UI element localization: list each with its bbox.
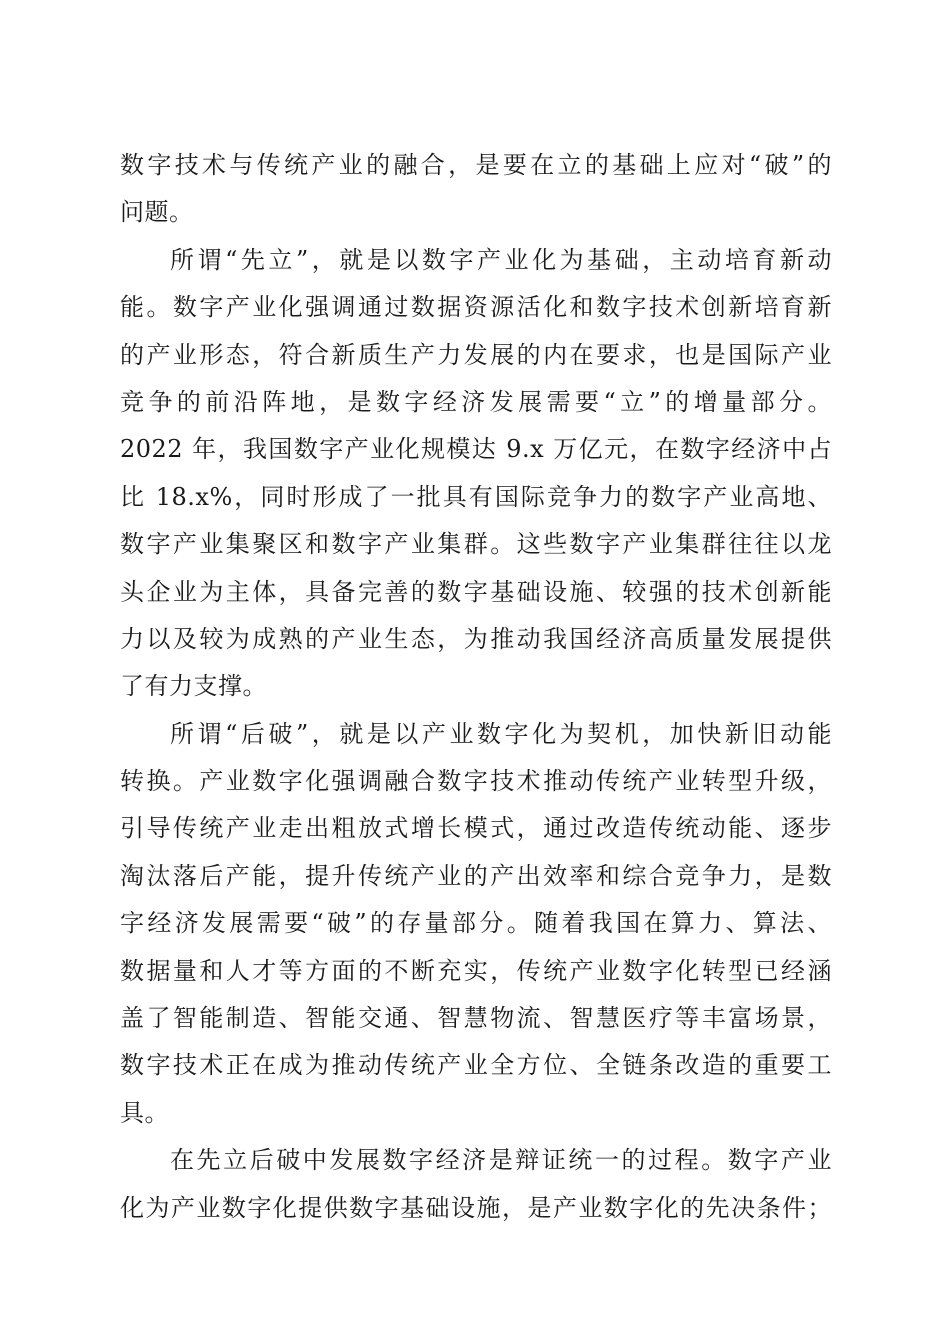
paragraph-3-line-1: 所谓“后破”，就是以产业数字化为契机，加快新旧动能 [170,719,832,748]
paragraph-1-line-1: 数字技术与传统产业的融合，是要在立的基础上应对“破”的 [120,151,832,179]
paragraph-2-line-4: 竞争的前沿阵地，是数字经济发展需要“立”的增量部分。 [120,387,832,416]
paragraph-2-line-7: 数字产业集聚区和数字产业集群。这些数字产业集群往往以龙 [120,530,832,559]
document-body [120,142,832,1232]
paragraph-2-line-2: 能。数字产业化强调通过数据资源活化和数字技术创新培育新 [120,293,832,322]
paragraph-2-line-6: 比 18.x%，同时形成了一批具有国际竞争力的数字产业高地、 [120,482,832,511]
paragraph-3-line-2: 转换。产业数字化强调融合数字技术推动传统产业转型升级， [120,767,832,796]
paragraph-2-line-5: 2022 年，我国数字产业化规模达 9.x 万亿元，在数字经济中占 [120,435,832,464]
paragraph-2-line-3: 的产业形态，符合新质生产力发展的内在要求，也是国际产业 [120,340,832,369]
paragraph-3-line-9: 具。 [120,1098,169,1127]
paragraph-4-line-2: 化为产业数字化提供数字基础设施，是产业数字化的先决条件； [120,1193,832,1222]
paragraph-3-line-5: 字经济发展需要“破”的存量部分。随着我国在算力、算法、 [120,909,832,938]
paragraph-2-line-9: 力以及较为成熟的产业生态，为推动我国经济高质量发展提供 [120,624,832,653]
paragraph-2-line-10: 了有力支撑。 [120,672,267,701]
paragraph-1-line-2: 问题。 [120,198,194,227]
paragraph-4-line-1: 在先立后破中发展数字经济是辩证统一的过程。数字产业 [170,1146,832,1175]
paragraph-2-line-1: 所谓“先立”，就是以数字产业化为基础，主动培育新动 [170,245,832,274]
paragraph-3-line-8: 数字技术正在成为推动传统产业全方位、全链条改造的重要工 [120,1051,832,1080]
paragraph-3-line-4: 淘汰落后产能，提升传统产业的产出效率和综合竞争力，是数 [120,861,832,890]
paragraph-2-line-8: 头企业为主体，具备完善的数字基础设施、较强的技术创新能 [120,577,832,606]
paragraph-3-line-6: 数据量和人才等方面的不断充实，传统产业数字化转型已经涵 [120,956,832,985]
paragraph-3-line-7: 盖了智能制造、智能交通、智慧物流、智慧医疗等丰富场景， [120,1004,832,1033]
paragraph-3-line-3: 引导传统产业走出粗放式增长模式，通过改造传统动能、逐步 [120,814,832,843]
